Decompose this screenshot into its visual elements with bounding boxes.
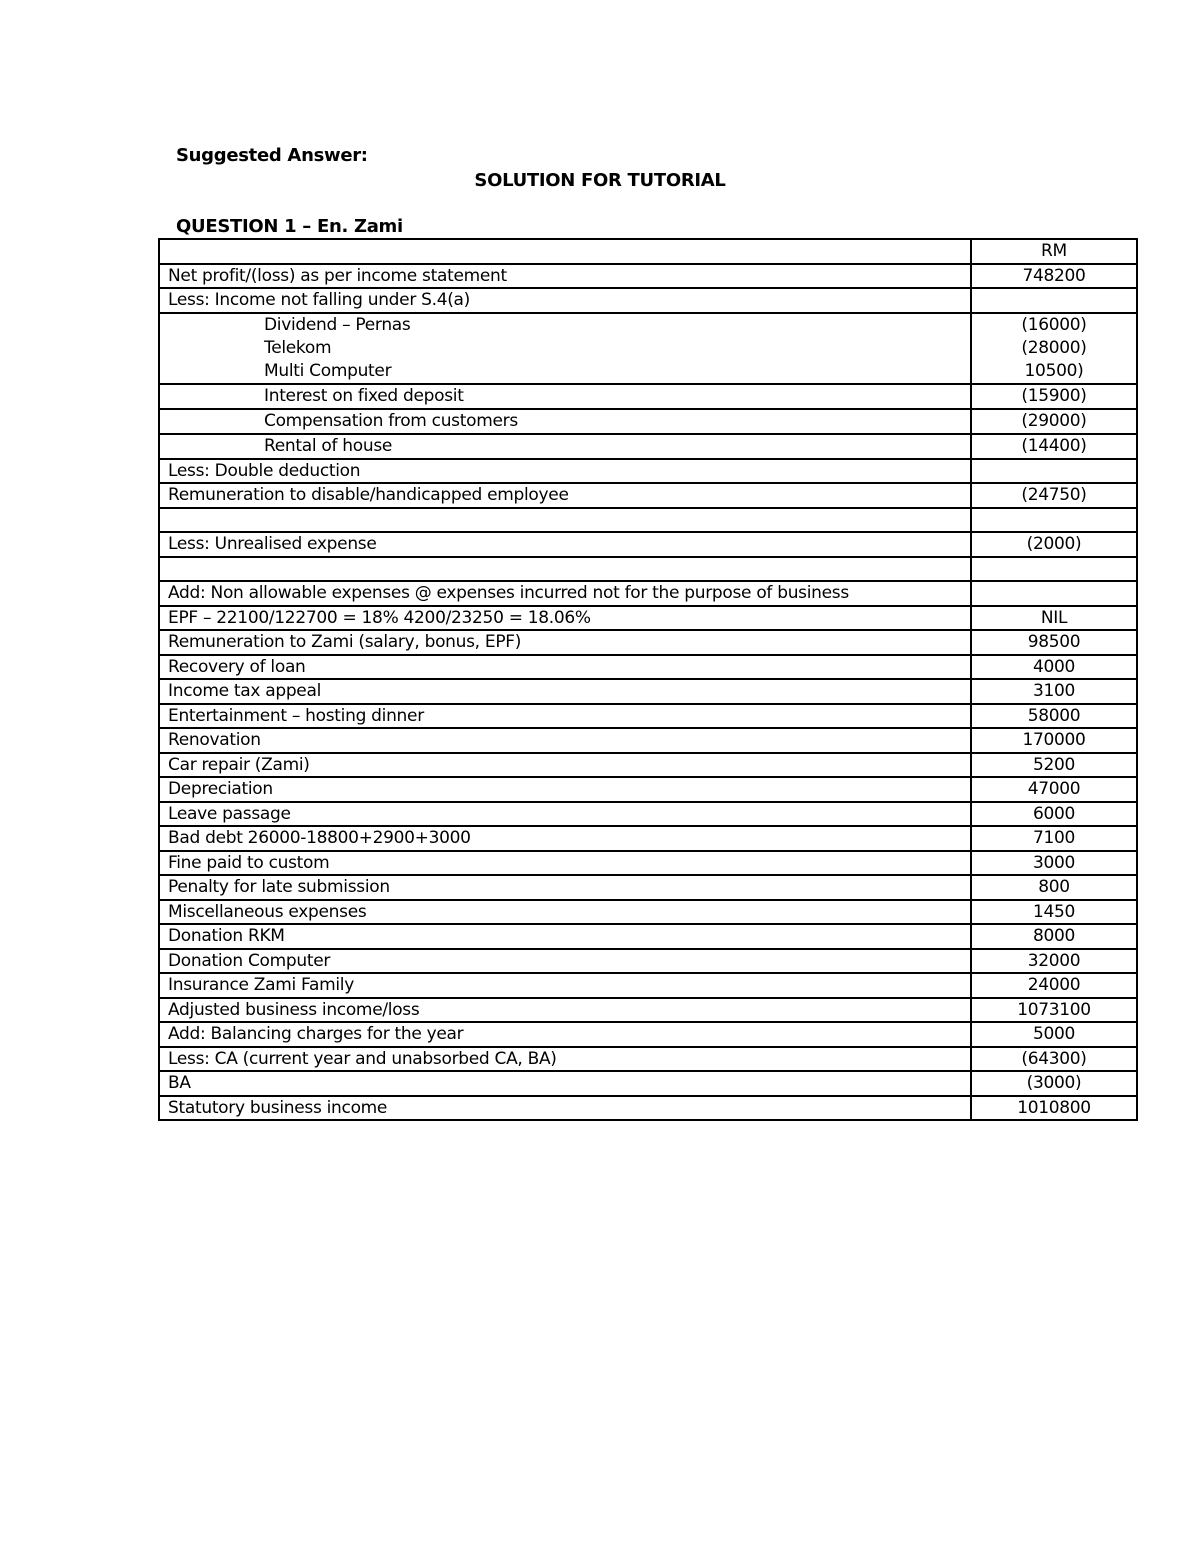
row-amount: 170000 bbox=[971, 728, 1137, 753]
row-label: Bad debt 26000-18800+2900+3000 bbox=[159, 826, 971, 851]
row-amount bbox=[971, 459, 1137, 484]
row-amount: 58000 bbox=[971, 704, 1137, 729]
row-label: BA bbox=[159, 1071, 971, 1096]
dividend-amounts-cell bbox=[971, 313, 1137, 384]
row-label: Adjusted business income/loss bbox=[159, 998, 971, 1023]
row-label bbox=[159, 508, 971, 533]
row-amount: 32000 bbox=[971, 949, 1137, 974]
row-label: Less: Double deduction bbox=[159, 459, 971, 484]
row-amount: 1073100 bbox=[971, 998, 1137, 1023]
row-amount: 5000 bbox=[971, 1022, 1137, 1047]
row-amount bbox=[971, 288, 1137, 313]
table-row bbox=[159, 483, 1137, 508]
row-amount: 47000 bbox=[971, 777, 1137, 802]
table-row bbox=[159, 826, 1137, 851]
row-amount bbox=[971, 581, 1137, 606]
total-row bbox=[159, 1096, 1137, 1121]
table-row bbox=[159, 753, 1137, 778]
table-row-group bbox=[159, 313, 1137, 384]
row-amount: (2000) bbox=[971, 532, 1137, 557]
table-row bbox=[159, 704, 1137, 729]
row-amount bbox=[971, 508, 1137, 533]
table-row bbox=[159, 777, 1137, 802]
row-amount: 6000 bbox=[971, 802, 1137, 827]
row-label: Income tax appeal bbox=[159, 679, 971, 704]
row-amount: 98500 bbox=[971, 630, 1137, 655]
row-label: Multi Computer bbox=[264, 360, 392, 381]
row-amount: 7100 bbox=[971, 826, 1137, 851]
table-row bbox=[159, 900, 1137, 925]
table-row bbox=[159, 802, 1137, 827]
table-row bbox=[159, 998, 1137, 1023]
row-label: Entertainment – hosting dinner bbox=[159, 704, 971, 729]
row-amount: 3000 bbox=[971, 851, 1137, 876]
row-label: Leave passage bbox=[159, 802, 971, 827]
table-row bbox=[159, 973, 1137, 998]
table-row bbox=[159, 532, 1137, 557]
row-label: Add: Balancing charges for the year bbox=[159, 1022, 971, 1047]
row-amount: 1450 bbox=[971, 900, 1137, 925]
row-amount: 24000 bbox=[971, 973, 1137, 998]
table-row-empty bbox=[159, 557, 1137, 582]
dividend-labels-cell bbox=[159, 313, 971, 384]
computation-table bbox=[158, 238, 1138, 1121]
row-label: Less: Unrealised expense bbox=[159, 532, 971, 557]
row-label bbox=[159, 557, 971, 582]
table-header-row bbox=[159, 239, 1137, 264]
table-row bbox=[159, 949, 1137, 974]
row-label: Rental of house bbox=[159, 434, 971, 459]
row-label: Statutory business income bbox=[159, 1096, 971, 1121]
table-row bbox=[159, 655, 1137, 680]
row-amount: 800 bbox=[971, 875, 1137, 900]
row-label: Less: CA (current year and unabsorbed CA, BA) bbox=[159, 1047, 971, 1072]
row-label: Donation Computer bbox=[159, 949, 971, 974]
table-row bbox=[159, 851, 1137, 876]
row-amount: NIL bbox=[971, 606, 1137, 631]
table-row bbox=[159, 1071, 1137, 1096]
row-label: Renovation bbox=[159, 728, 971, 753]
row-label: Penalty for late submission bbox=[159, 875, 971, 900]
table-row bbox=[159, 264, 1137, 289]
row-amount: 5200 bbox=[971, 753, 1137, 778]
table-row bbox=[159, 1047, 1137, 1072]
row-label: Remuneration to Zami (salary, bonus, EPF) bbox=[159, 630, 971, 655]
question-heading: QUESTION 1 – En. Zami bbox=[176, 216, 403, 237]
row-amount bbox=[971, 557, 1137, 582]
row-label: Remuneration to disable/handicapped employee bbox=[159, 483, 971, 508]
row-amount: 8000 bbox=[971, 924, 1137, 949]
row-amount: 1010800 bbox=[971, 1096, 1137, 1121]
row-label: Car repair (Zami) bbox=[159, 753, 971, 778]
row-label: EPF – 22100/122700 = 18% 4200/23250 = 18.06% bbox=[159, 606, 971, 631]
table-row-empty bbox=[159, 508, 1137, 533]
row-amount: (64300) bbox=[971, 1047, 1137, 1072]
row-label: Depreciation bbox=[159, 777, 971, 802]
row-label: Telekom bbox=[264, 337, 332, 358]
table-row bbox=[159, 728, 1137, 753]
table-row bbox=[159, 581, 1137, 606]
row-amount: (15900) bbox=[971, 384, 1137, 409]
row-amount: 748200 bbox=[971, 264, 1137, 289]
row-label: Miscellaneous expenses bbox=[159, 900, 971, 925]
row-label: Dividend – Pernas bbox=[264, 314, 411, 335]
table-row bbox=[159, 409, 1137, 434]
row-amount: (3000) bbox=[971, 1071, 1137, 1096]
currency-header: RM bbox=[971, 239, 1137, 264]
row-label: Interest on fixed deposit bbox=[159, 384, 971, 409]
row-label: Net profit/(loss) as per income statement bbox=[159, 264, 971, 289]
table-row bbox=[159, 1022, 1137, 1047]
page-title: SOLUTION FOR TUTORIAL bbox=[474, 170, 726, 191]
row-label: Fine paid to custom bbox=[159, 851, 971, 876]
row-label: Compensation from customers bbox=[159, 409, 971, 434]
table-row bbox=[159, 384, 1137, 409]
suggested-answer-label: Suggested Answer: bbox=[176, 145, 368, 166]
table-row bbox=[159, 630, 1137, 655]
row-amount: (14400) bbox=[971, 434, 1137, 459]
row-amount: (28000) bbox=[1021, 337, 1087, 358]
table-row bbox=[159, 459, 1137, 484]
row-amount: 3100 bbox=[971, 679, 1137, 704]
row-amount: 4000 bbox=[971, 655, 1137, 680]
row-label: Recovery of loan bbox=[159, 655, 971, 680]
description-header-cell bbox=[159, 239, 971, 264]
table-row bbox=[159, 288, 1137, 313]
table-row bbox=[159, 434, 1137, 459]
row-label: Add: Non allowable expenses @ expenses incurred not for the purpose of business bbox=[159, 581, 971, 606]
row-label: Insurance Zami Family bbox=[159, 973, 971, 998]
row-label: Less: Income not falling under S.4(a) bbox=[159, 288, 971, 313]
row-amount: (29000) bbox=[971, 409, 1137, 434]
row-amount: (24750) bbox=[971, 483, 1137, 508]
row-amount: (16000) bbox=[1021, 314, 1087, 335]
table-row bbox=[159, 875, 1137, 900]
table-row bbox=[159, 924, 1137, 949]
row-amount: 10500) bbox=[1024, 360, 1084, 381]
table-row bbox=[159, 606, 1137, 631]
table-row bbox=[159, 679, 1137, 704]
row-label: Donation RKM bbox=[159, 924, 971, 949]
